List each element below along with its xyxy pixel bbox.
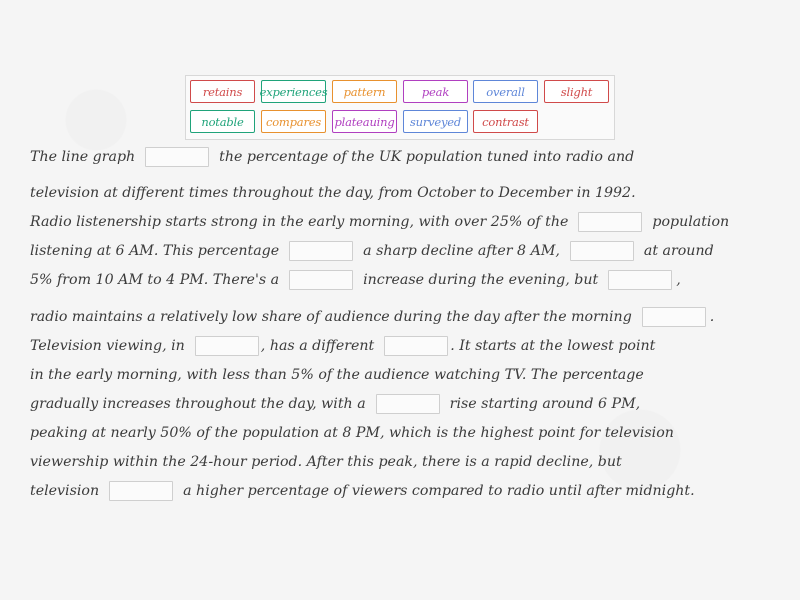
answer-blank[interactable]: [289, 241, 353, 261]
word-chip-plateauing[interactable]: plateauing: [332, 110, 397, 133]
text-segment: in the early morning, with less than 5% of the audience watching TV. The percentage: [30, 367, 644, 383]
passage-line: [30, 183, 636, 203]
text-segment: a higher percentage of viewers compared to radio until after midnight.: [183, 483, 695, 499]
text-segment: ,: [676, 272, 681, 288]
text-segment: The line graph: [30, 149, 136, 165]
text-segment: viewership within the 24-hour period. After this peak, there is a rapid decline, but: [30, 454, 622, 470]
passage-line: [30, 336, 655, 356]
passage-line: [30, 270, 681, 290]
passage-line: [30, 452, 622, 472]
text-segment: listening at 6 AM. This percentage: [30, 243, 280, 259]
text-segment: Television viewing, in: [30, 338, 185, 354]
word-chip-experiences[interactable]: experiences: [261, 80, 326, 103]
passage-line: [30, 307, 714, 327]
answer-blank[interactable]: [145, 147, 209, 167]
text-segment: a sharp decline after 8 AM,: [363, 243, 560, 259]
answer-blank[interactable]: [109, 481, 173, 501]
text-segment: rise starting around 6 PM,: [449, 396, 641, 412]
text-segment: television: [30, 483, 100, 499]
word-chip-overall[interactable]: overall: [473, 80, 538, 103]
passage-line: [30, 241, 714, 261]
text-segment: population: [652, 214, 730, 230]
answer-blank[interactable]: [578, 212, 642, 232]
word-chip-surveyed[interactable]: surveyed: [403, 110, 468, 133]
answer-blank[interactable]: [376, 394, 440, 414]
word-chip-notable[interactable]: notable: [190, 110, 255, 133]
answer-blank[interactable]: [289, 270, 353, 290]
text-segment: .: [709, 309, 715, 325]
text-segment: television at different times throughout the day, from October to December in 1992.: [30, 185, 636, 201]
text-segment: , has a different: [260, 338, 375, 354]
text-segment: at around: [643, 243, 714, 259]
word-chip-peak[interactable]: peak: [403, 80, 468, 103]
answer-blank[interactable]: [608, 270, 672, 290]
text-segment: radio maintains a relatively low share of audience during the day after the morning: [30, 309, 632, 325]
word-chip-compares[interactable]: compares: [261, 110, 326, 133]
passage-line: [30, 365, 644, 385]
passage-line: [30, 423, 674, 443]
text-segment: the percentage of the UK population tuned into radio and: [219, 149, 635, 165]
word-chip-retains[interactable]: retains: [190, 80, 255, 103]
passage-line: [30, 147, 634, 167]
word-chip-contrast[interactable]: contrast: [473, 110, 538, 133]
passage-line: [30, 481, 695, 501]
answer-blank[interactable]: [642, 307, 706, 327]
text-segment: . It starts at the lowest point: [450, 338, 656, 354]
text-segment: increase during the evening, but: [363, 272, 599, 288]
answer-blank[interactable]: [384, 336, 448, 356]
text-segment: peaking at nearly 50% of the population at 8 PM, which is the highest point for television: [30, 425, 674, 441]
text-segment: 5% from 10 AM to 4 PM. There's a: [30, 272, 280, 288]
word-chip-pattern[interactable]: pattern: [332, 80, 397, 103]
passage-line: [30, 394, 640, 414]
answer-blank[interactable]: [570, 241, 634, 261]
word-chip-slight[interactable]: slight: [544, 80, 609, 103]
answer-blank[interactable]: [195, 336, 259, 356]
text-segment: gradually increases throughout the day, with a: [30, 396, 366, 412]
text-segment: Radio listenership starts strong in the early morning, with over 25% of the: [30, 214, 569, 230]
passage-line: [30, 212, 729, 232]
